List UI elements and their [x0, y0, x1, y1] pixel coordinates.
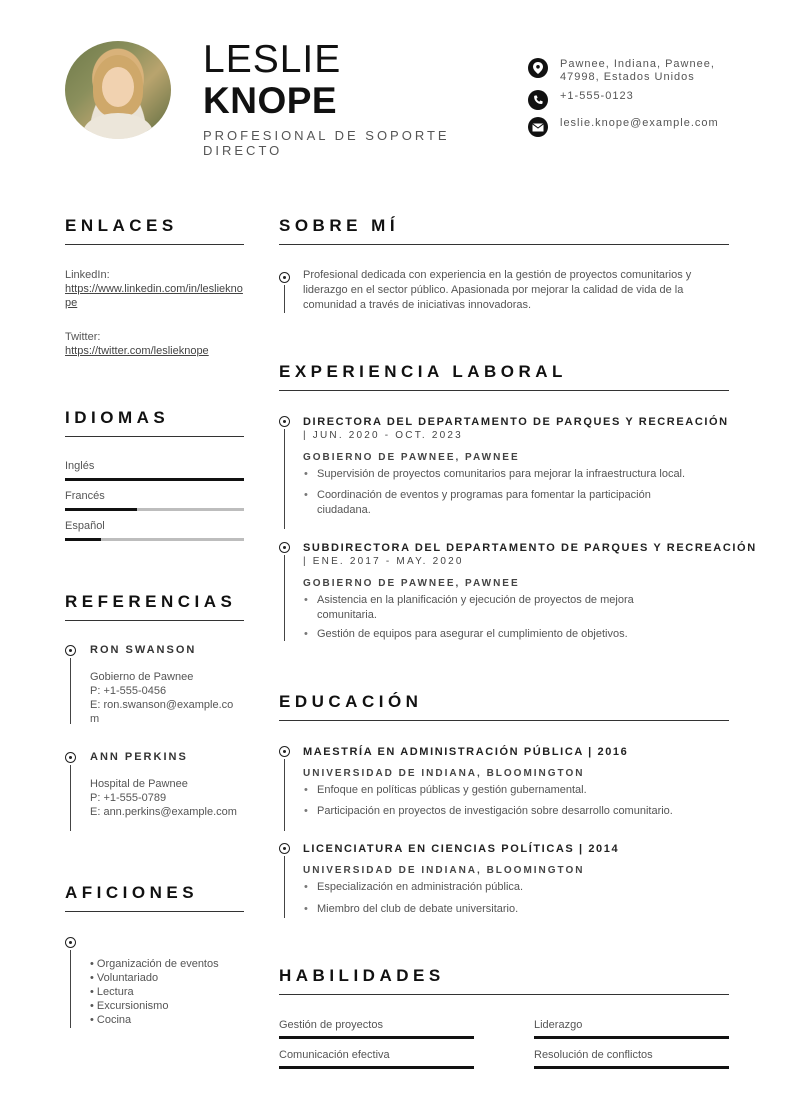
- phone-text: +1-555-0123: [560, 90, 634, 102]
- languages-heading: IDIOMAS: [65, 408, 244, 437]
- contact-address: [528, 58, 738, 84]
- reference-details: [90, 670, 242, 726]
- reference-phone: P: +1-555-0789: [90, 792, 167, 804]
- job-title: DIRECTORA DEL DEPARTAMENTO DE PARQUES Y RECREACIÓN: [303, 416, 729, 428]
- skill-item: [279, 1019, 474, 1039]
- reference-name: RON SWANSON: [90, 644, 197, 656]
- language-level-fill: [65, 538, 101, 541]
- timeline-dot-icon: [279, 416, 290, 427]
- job-bullet: • Supervisión de proyectos comunitarios para mejorar la infraestructura local.: [303, 467, 723, 482]
- language-level-fill: [65, 478, 244, 481]
- skills-heading: HABILIDADES: [279, 966, 729, 995]
- language-item: [65, 520, 244, 541]
- timeline-line: [284, 555, 285, 641]
- phone-icon: [528, 90, 548, 110]
- reference-phone: P: +1-555-0456: [90, 685, 167, 697]
- skill-item: [534, 1049, 729, 1069]
- address-text: Pawnee, Indiana, Pawnee, 47998, Estados Unidos: [560, 58, 715, 83]
- skill-bar: [279, 1066, 474, 1069]
- language-name: Español: [65, 520, 105, 532]
- skill-bar: [279, 1036, 474, 1039]
- education-heading: EDUCACIÓN: [279, 692, 729, 721]
- skill-item: [534, 1019, 729, 1039]
- twitter-link[interactable]: https://twitter.com/leslieknope: [65, 345, 209, 357]
- language-name: Francés: [65, 490, 105, 502]
- job-date: | ENE. 2017 - MAY. 2020: [303, 556, 464, 567]
- language-level-track: [65, 508, 244, 511]
- language-item: [65, 490, 244, 511]
- degree-school: UNIVERSIDAD DE INDIANA, BLOOMINGTON: [303, 768, 585, 779]
- job-org: GOBIERNO DE PAWNEE, PAWNEE: [303, 578, 520, 589]
- hobby-item: • Cocina: [90, 1014, 132, 1026]
- hobby-item: • Voluntariado: [90, 972, 159, 984]
- job-title: PROFESIONAL DE SOPORTE DIRECTO: [203, 128, 450, 158]
- timeline-dot-icon: [279, 843, 290, 854]
- job-bullet: • Coordinación de eventos y programas para fomentar la participación ciudadana.: [303, 488, 703, 518]
- job-org: GOBIERNO DE PAWNEE, PAWNEE: [303, 452, 520, 463]
- degree-bullet: • Especialización en administración pública.: [303, 880, 723, 895]
- hobby-item: • Organización de eventos: [90, 958, 219, 970]
- email-link[interactable]: leslie.knope@example.com: [560, 117, 719, 129]
- language-level-track: [65, 478, 244, 481]
- linkedin-label: LinkedIn:: [65, 269, 110, 281]
- skill-name: Liderazgo: [534, 1019, 583, 1031]
- hobbies-list: [90, 957, 219, 1027]
- degree-bullet: • Miembro del club de debate universitario.: [303, 902, 723, 917]
- degree-bullet: • Enfoque en políticas públicas y gestión gubernamental.: [303, 783, 723, 798]
- twitter-label: Twitter:: [65, 331, 101, 343]
- twitter-entry: [65, 330, 244, 358]
- about-heading: SOBRE MÍ: [279, 216, 729, 245]
- reference-email: E: ann.perkins@example.com: [90, 806, 237, 818]
- timeline-line: [284, 429, 285, 529]
- job-date: | JUN. 2020 - OCT. 2023: [303, 430, 463, 441]
- hobby-item: • Excursionismo: [90, 1000, 169, 1012]
- timeline-line: [284, 759, 285, 831]
- experience-heading: EXPERIENCIA LABORAL: [279, 362, 729, 391]
- links-heading: ENLACES: [65, 216, 244, 245]
- language-name: Inglés: [65, 460, 95, 472]
- reference-details: [90, 777, 242, 819]
- reference-name: ANN PERKINS: [90, 751, 188, 763]
- linkedin-entry: [65, 268, 244, 310]
- timeline-dot-icon: [279, 542, 290, 553]
- hobbies-heading: AFICIONES: [65, 883, 244, 912]
- degree-title: MAESTRÍA EN ADMINISTRACIÓN PÚBLICA | 2016: [303, 746, 629, 758]
- timeline-line: [70, 658, 71, 724]
- location-pin-icon: [528, 58, 548, 78]
- skill-name: Gestión de proyectos: [279, 1019, 383, 1031]
- skill-bar: [534, 1066, 729, 1069]
- skill-item: [279, 1049, 474, 1069]
- degree-bullet: • Participación en proyectos de investigación sobre desarrollo comunitario.: [303, 804, 723, 819]
- about-text: Profesional dedicada con experiencia en la gestión de proyectos comunitarios y liderazgo en el sector público. Apasionada por mejorar la calidad de vida de la comunidad a través de iniciativas innovadoras.: [303, 269, 692, 311]
- linkedin-link[interactable]: https://www.linkedin.com/in/leslieknope: [65, 283, 243, 309]
- skill-bar: [534, 1036, 729, 1039]
- references-heading: REFERENCIAS: [65, 592, 244, 621]
- degree-title: LICENCIATURA EN CIENCIAS POLÍTICAS | 2014: [303, 843, 620, 855]
- timeline-line: [70, 950, 71, 1028]
- reference-email: E: ron.swanson@example.com: [90, 699, 234, 725]
- contact-phone: [528, 90, 738, 110]
- first-name: LESLIE: [203, 38, 342, 81]
- job-title: SUBDIRECTORA DEL DEPARTAMENTO DE PARQUES Y RECREACIÓN: [303, 542, 757, 554]
- language-level-fill: [65, 508, 137, 511]
- timeline-line: [284, 285, 285, 313]
- skill-name: Comunicación efectiva: [279, 1049, 390, 1061]
- timeline-line: [284, 856, 285, 918]
- language-level-track: [65, 538, 244, 541]
- reference-org: Gobierno de Pawnee: [90, 671, 194, 683]
- timeline-dot-icon: [65, 937, 76, 948]
- timeline-dot-icon: [65, 645, 76, 656]
- degree-school: UNIVERSIDAD DE INDIANA, BLOOMINGTON: [303, 865, 585, 876]
- language-item: [65, 460, 244, 481]
- timeline-dot-icon: [279, 746, 290, 757]
- profile-photo: [65, 41, 171, 139]
- timeline-dot-icon: [279, 272, 290, 283]
- mail-icon: [528, 117, 548, 137]
- last-name: KNOPE: [203, 80, 338, 121]
- hobby-item: • Lectura: [90, 986, 134, 998]
- contact-email: [528, 117, 738, 137]
- skill-name: Resolución de conflictos: [534, 1049, 653, 1061]
- timeline-dot-icon: [65, 752, 76, 763]
- job-bullet: • Gestión de equipos para asegurar el cumplimiento de objetivos.: [303, 627, 723, 642]
- job-bullet: • Asistencia en la planificación y ejecución de proyectos de mejora comunitaria.: [303, 593, 683, 623]
- timeline-line: [70, 765, 71, 831]
- reference-org: Hospital de Pawnee: [90, 778, 188, 790]
